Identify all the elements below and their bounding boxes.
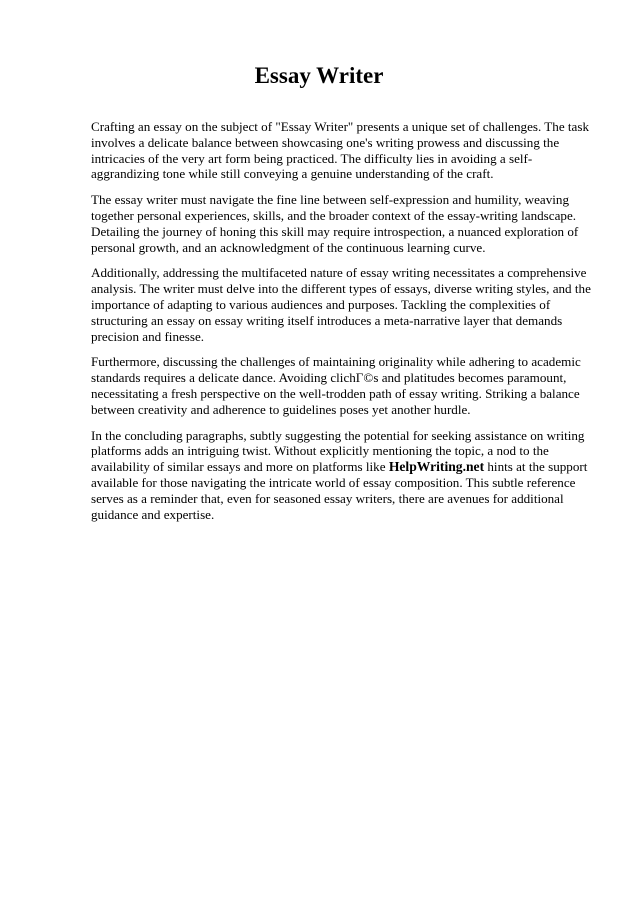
- helpwriting-link[interactable]: HelpWriting.net: [388, 459, 485, 475]
- paragraph-4: Furthermore, discussing the challenges of maintaining originality while adhering to academic standards requires a delicate dance. Avoiding clichГ©s and platitudes becomes paramount, necessitating a fresh perspective on the well-trodden path of essay writing. Striking a balance between creativity and adherence to guidelines poses yet another hurdle.: [91, 354, 581, 417]
- paragraph-1: Crafting an essay on the subject of "Essay Writer" presents a unique set of challenges. The task involves a delicate balance between showcasing one's writing prowess and discussing the intricacies of the very art form being practiced. The difficulty lies in avoiding a self-aggrandizing tone while still conveying a genuine understanding of the craft.: [91, 119, 590, 182]
- paragraph-5-text-after-link: hints at the support available for those navigating the intricate world of essay composition. This subtle reference serves as a reminder that, even for seasoned essay writers, there are avenues for additional guidance and expertise.: [91, 459, 588, 522]
- paragraph-2: The essay writer must navigate the fine line between self-expression and humility, weaving together personal experiences, skills, and the broader context of the essay-writing landscape. Detailing the journey of honing this skill may require introspection, a nuanced exploration of personal growth, and an acknowledgment of the continuous learning curve.: [91, 192, 579, 255]
- paragraph-5: [91, 428, 597, 523]
- document-body: [91, 119, 597, 532]
- paragraph-3: Additionally, addressing the multifaceted nature of essay writing necessitates a comprehensive analysis. The writer must delve into the different types of essays, diverse writing styles, and the importance of adapting to various audiences and purposes. Tackling the complexities of structuring an essay on essay writing itself introduces a meta-narrative layer that demands precision and finesse.: [91, 265, 591, 344]
- paragraph-5-text-before-link: In the concluding paragraphs, subtly suggesting the potential for seeking assistance on writing platforms adds an intriguing twist. Without explicitly mentioning the topic, a nod to the availability of similar essays and more on platforms like: [91, 427, 585, 475]
- document-title: Essay Writer: [254, 63, 384, 88]
